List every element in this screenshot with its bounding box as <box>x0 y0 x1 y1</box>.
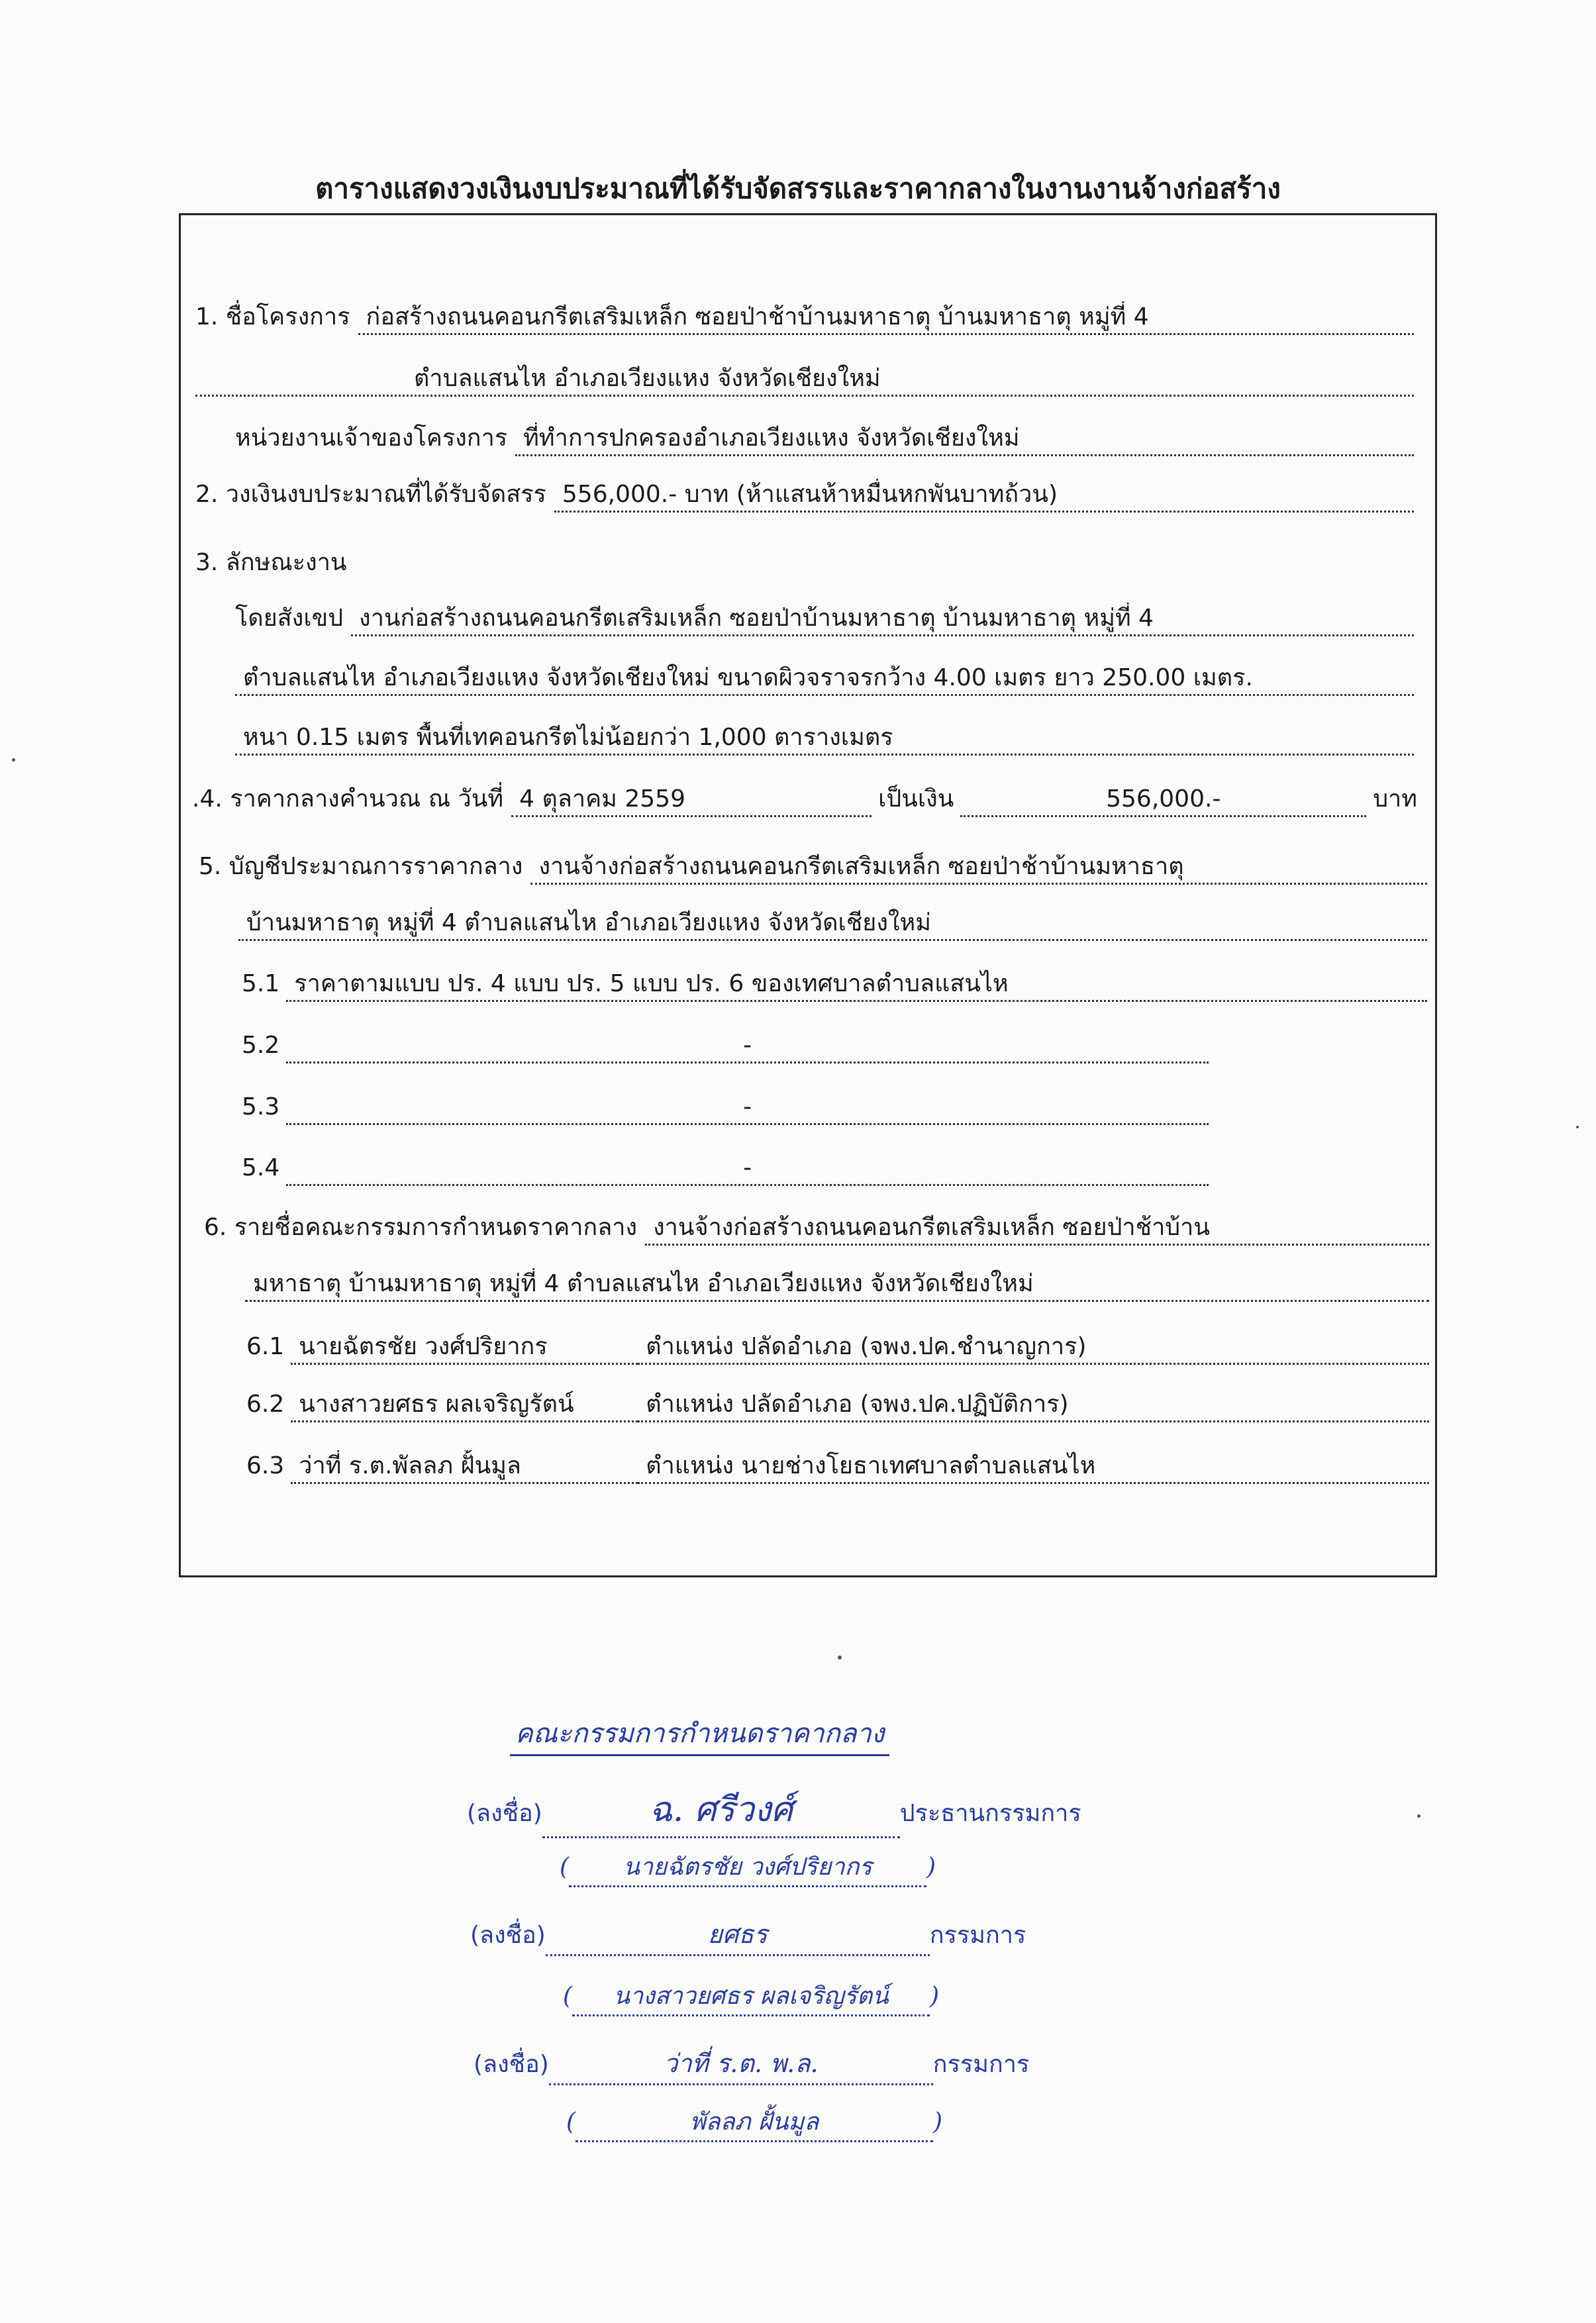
item5-sub-5-4 <box>242 1152 1209 1186</box>
item5-estimate-row-2 <box>238 907 1427 941</box>
signature-name-1: นายฉัตรชัย วงศ์ปริยากร <box>569 1848 926 1887</box>
signature-name-row-1: ( นายฉัตรชัย วงศ์ปริยากร ) <box>560 1848 936 1887</box>
item2-budget-value: 556,000.- บาท (ห้าแสนห้าหมื่นหกพันบาทถ้วน) <box>554 479 1414 513</box>
item4-price-row <box>192 783 1424 817</box>
item4-date-value: 4 ตุลาคม 2559 <box>511 783 872 817</box>
signature-name-3: พัลลภ ฝั้นมูล <box>575 2102 933 2142</box>
page-title: ตารางแสดงวงเงินงบประมาณที่ได้รับจัดสรรและราคากลางในงานงานจ้างก่อสร้าง <box>315 172 1281 205</box>
item1-agency-row <box>235 422 1414 456</box>
item5-sub-label: 5.2 <box>242 1032 280 1059</box>
item3-summary-row <box>235 603 1414 636</box>
signature-name-2: นางสาวยศธร ผลเจริญรัตน์ <box>572 1977 930 2016</box>
member-name: ว่าที่ ร.ต.พัลลภ ฝั้นมูล <box>291 1450 638 1484</box>
signature-row-1 <box>467 1781 1081 1838</box>
item1-project-row-2 <box>195 363 1414 397</box>
signature-2: ยศธร <box>546 1914 930 1956</box>
sign-prefix: (ลงชื่อ) <box>467 1800 542 1827</box>
sign-prefix: (ลงชื่อ) <box>470 1922 546 1949</box>
handwritten-committee-title: คณะกรรมการกำหนดราคากลาง <box>510 1712 889 1756</box>
item6-label: 6. รายชื่อคณะกรรมการกำหนดราคากลาง <box>204 1214 638 1241</box>
scan-speck <box>1576 1126 1579 1128</box>
item5-sub-value: - <box>286 1152 1209 1186</box>
item4-label: .4. ราคากลางคำนวณ ณ วันที่ <box>192 785 504 813</box>
item5-sub-label: 5.1 <box>242 970 280 997</box>
item1-agency-label: หน่วยงานเจ้าของโครงการ <box>235 424 508 452</box>
item1-agency-value: ที่ทำการปกครองอำเภอเวียงแหง จังหวัดเชียงใหม่ <box>515 422 1414 456</box>
item3-summary-value: งานก่อสร้างถนนคอนกรีตเสริมเหล็ก ซอยป่าบ้านมหาธาตุ บ้านมหาธาตุ หมู่ที่ 4 <box>351 603 1414 636</box>
item1-label: 1. ชื่อโครงการ <box>195 303 350 330</box>
item6-committee-value: งานจ้างก่อสร้างถนนคอนกรีตเสริมเหล็ก ซอยป่าช้าบ้าน <box>645 1212 1429 1246</box>
member-label: 6.3 <box>246 1452 285 1479</box>
item5-sub-5-2 <box>242 1030 1209 1063</box>
item3-summary-row-3 <box>235 722 1414 756</box>
member-label: 6.1 <box>246 1333 285 1360</box>
item2-label: 2. วงเงินงบประมาณที่ได้รับจัดสรร <box>195 481 546 508</box>
content-frame <box>179 213 1437 1577</box>
item6-committee-row <box>204 1212 1429 1246</box>
item5-label: 5. บัญชีประมาณการราคากลาง <box>199 853 523 880</box>
signature-row-2 <box>470 1914 1026 1956</box>
item5-sub-value: ราคาตามแบบ ปร. 4 แบบ ปร. 5 แบบ ปร. 6 ของเทศบาลตำบลแสนไห <box>286 968 1427 1002</box>
item5-sub-5-1 <box>242 968 1427 1002</box>
item4-unit: บาท <box>1373 785 1417 813</box>
member-position: ตำแหน่ง นายช่างโยธาเทศบาลตำบลแสนไห <box>638 1450 1429 1484</box>
item6-member-3 <box>246 1450 1429 1484</box>
scan-speck <box>12 758 15 762</box>
item3-summary-row-2 <box>235 662 1414 696</box>
item1-project-row <box>195 301 1414 335</box>
item2-budget-row <box>195 479 1414 513</box>
item5-estimate-value-2: บ้านมหาธาตุ หมู่ที่ 4 ตำบลแสนไห อำเภอเวียงแหง จังหวัดเชียงใหม่ <box>238 907 1427 941</box>
item5-estimate-value: งานจ้างก่อสร้างถนนคอนกรีตเสริมเหล็ก ซอยป่าช้าบ้านมหาธาตุ <box>530 851 1427 885</box>
member-label: 6.2 <box>246 1391 285 1418</box>
signature-role-3: กรรมการ <box>932 2051 1030 2078</box>
item5-sub-label: 5.4 <box>242 1154 280 1181</box>
item5-sub-value: - <box>286 1030 1209 1063</box>
signature-role-1: ประธานกรรมการ <box>899 1800 1081 1827</box>
item3-summary-label: โดยสังเขป <box>235 605 344 632</box>
item3-summary-value-2: ตำบลแสนไห อำเภอเวียงแหง จังหวัดเชียงใหม่ ขนาดผิวจราจรกว้าง 4.00 เมตร ยาว 250.00 เมตร. <box>235 662 1414 696</box>
member-position: ตำแหน่ง ปลัดอำเภอ (จพง.ปค.ปฏิบัติการ) <box>638 1389 1429 1422</box>
item4-amount-label: เป็นเงิน <box>878 785 954 813</box>
signature-name-row-2: ( นางสาวยศธร ผลเจริญรัตน์ ) <box>563 1977 939 2016</box>
signature-name-row-3: ( พัลลภ ฝั้นมูล ) <box>566 2102 942 2142</box>
item6-member-1 <box>246 1331 1429 1365</box>
member-position: ตำแหน่ง ปลัดอำเภอ (จพง.ปค.ชำนาญการ) <box>638 1331 1429 1365</box>
item3-summary-value-3: หนา 0.15 เมตร พื้นที่เทคอนกรีตไม่น้อยกว่า 1,000 ตารางเมตร <box>235 722 1414 756</box>
item5-sub-value: - <box>286 1091 1209 1125</box>
signature-3: ว่าที่ ร.ต. พ.ล. <box>549 2043 933 2085</box>
item6-committee-row-2 <box>245 1268 1429 1302</box>
member-name: นายฉัตรชัย วงศ์ปริยากร <box>291 1331 638 1365</box>
scan-speck <box>1417 1814 1421 1818</box>
item6-committee-value-2: มหาธาตุ บ้านมหาธาตุ หมู่ที่ 4 ตำบลแสนไห อำเภอเวียงแหง จังหวัดเชียงใหม่ <box>245 1268 1429 1302</box>
item4-amount-value: 556,000.- <box>960 783 1366 817</box>
item3-label-row <box>195 547 347 579</box>
item3-label: 3. ลักษณะงาน <box>195 549 347 576</box>
signature-role-2: กรรมการ <box>929 1922 1026 1949</box>
item5-sub-label: 5.3 <box>242 1093 280 1120</box>
scan-speck <box>838 1656 842 1659</box>
signature-1: ฉ. ศรีวงศ์ <box>542 1781 900 1838</box>
item1-project-value: ก่อสร้างถนนคอนกรีตเสริมเหล็ก ซอยป่าช้าบ้านมหาธาตุ บ้านมหาธาตุ หมู่ที่ 4 <box>358 301 1414 335</box>
member-name: นางสาวยศธร ผลเจริญรัตน์ <box>291 1389 638 1422</box>
item6-member-2 <box>246 1389 1429 1422</box>
item5-sub-5-3 <box>242 1091 1209 1125</box>
item5-estimate-row <box>199 851 1427 885</box>
item1-project-value-2: ตำบลแสนไห อำเภอเวียงแหง จังหวัดเชียงใหม่ <box>195 363 1414 397</box>
signature-row-3 <box>474 2043 1029 2085</box>
sign-prefix: (ลงชื่อ) <box>474 2051 549 2078</box>
